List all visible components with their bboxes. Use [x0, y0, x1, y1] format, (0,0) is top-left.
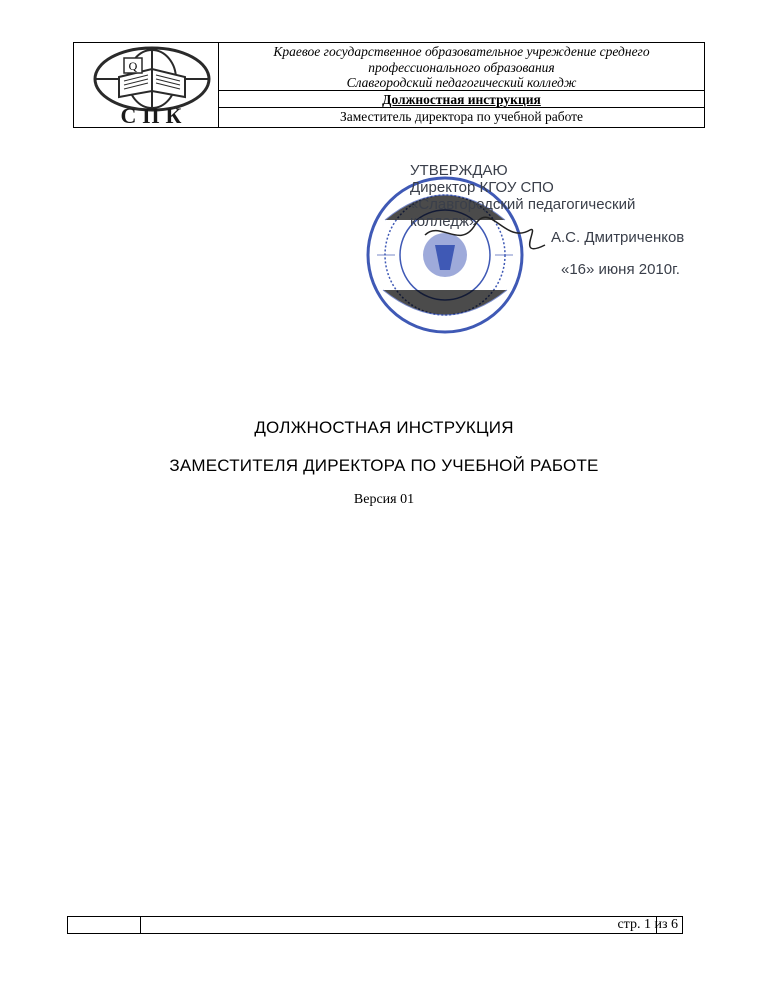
header-table: [73, 42, 705, 128]
approval-line-2: Директор КГОУ СПО: [410, 179, 554, 196]
organization-cell: [219, 43, 704, 91]
logo-text: СПК: [120, 103, 188, 127]
approval-stamp-block: [365, 150, 695, 340]
college-logo: [74, 43, 219, 127]
position-cell: [219, 108, 704, 127]
document-title-line-1: ДОЛЖНОСТНАЯ ИНСТРУКЦИЯ: [254, 418, 514, 437]
approval-line-4: колледж»: [410, 213, 478, 230]
org-line-2: профессионального образования: [368, 59, 555, 75]
logo-cell: [74, 43, 219, 127]
signer-name: А.С. Дмитриченков: [551, 229, 685, 246]
approval-date: «16» июня 2010г.: [561, 261, 680, 278]
approval-line-3: «Славгородский педагогический: [410, 196, 636, 213]
footer-table: [67, 916, 683, 934]
footer-cell-empty-1: [68, 917, 141, 933]
approval-line-1: УТВЕРЖДАЮ: [410, 162, 508, 179]
position-label: Заместитель директора по учебной работе: [339, 109, 584, 124]
doc-type-label: Должностная инструкция: [382, 92, 541, 107]
document-title-line-2: ЗАМЕСТИТЕЛЯ ДИРЕКТОРА ПО УЧЕБНОЙ РАБОТЕ: [169, 456, 599, 475]
doc-type-cell: [219, 91, 704, 108]
org-line-3: Славгородский педагогический колледж: [346, 75, 577, 90]
logo-letter: Q: [128, 59, 138, 73]
page-number: стр. 1 из 6: [617, 917, 678, 932]
document-version: Версия 01: [353, 492, 415, 507]
org-line-1: Краевое государственное образовательное учреждение среднего: [273, 44, 650, 59]
footer-cell-empty-2: [141, 917, 657, 933]
